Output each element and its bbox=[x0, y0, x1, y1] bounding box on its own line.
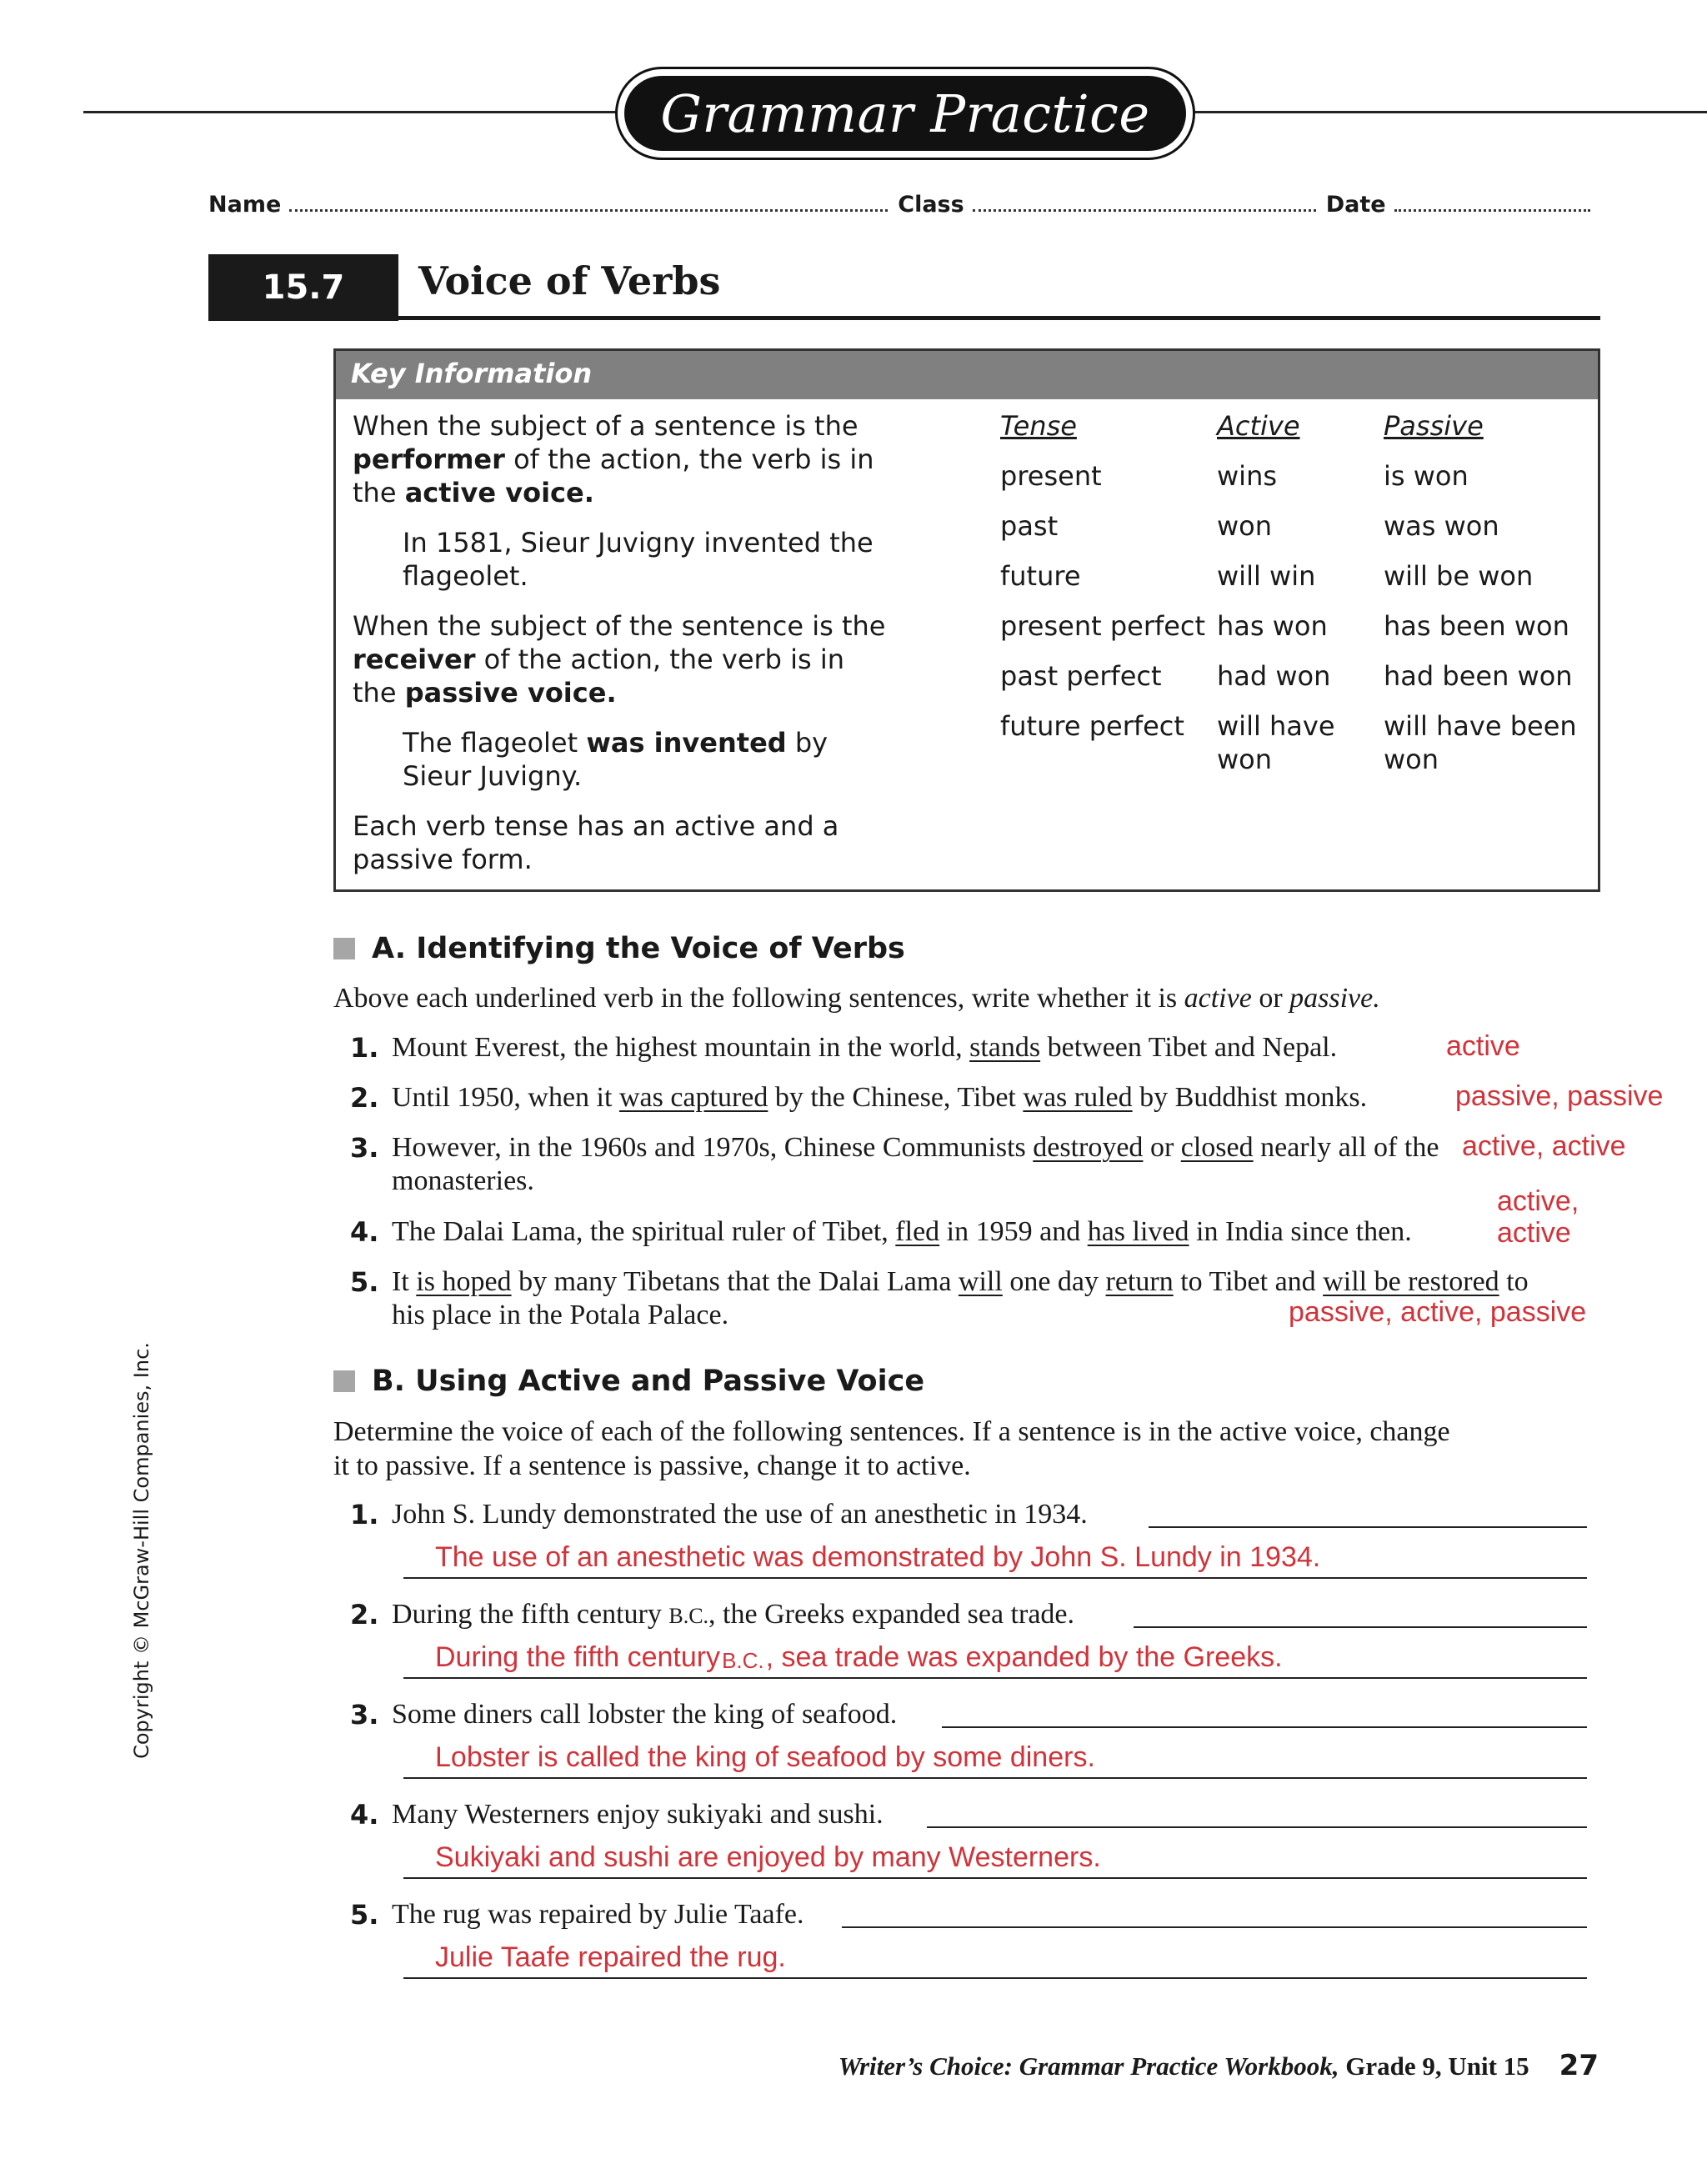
square-bullet-icon bbox=[333, 1370, 355, 1392]
key-example-1: In 1581, Sieur Juvigny invented the flageolet. bbox=[403, 527, 874, 592]
class-field[interactable] bbox=[973, 195, 1316, 212]
part-a-item-3: 3. However, in the 1960s and 1970s, Chinese Communists destroyed or closed nearly all of the monasteries. bbox=[350, 1132, 1439, 1196]
part-a-item-2: 2. Until 1950, when it was captured by the Chinese, Tibet was ruled by Buddhist monks. bbox=[350, 1082, 1368, 1114]
answer-b4[interactable]: Sukiyaki and sushi are enjoyed by many Westerners. bbox=[403, 1832, 1587, 1879]
answer-line bbox=[927, 1826, 1587, 1828]
answer-b1[interactable]: The use of an anesthetic was demonstrated by John S. Lundy in 1934. bbox=[403, 1532, 1587, 1579]
answer-a1: active bbox=[1446, 1030, 1520, 1062]
key-paragraph-2: When the subject of the sentence is the receiver of the action, the verb is in the passive voice. bbox=[353, 610, 886, 709]
key-information-text bbox=[353, 409, 886, 893]
part-a-instructions: Above each underlined verb in the following sentences, write whether it is active or passive. bbox=[333, 983, 1380, 1014]
name-field[interactable] bbox=[289, 195, 888, 212]
answer-line bbox=[942, 1726, 1587, 1728]
key-information-box bbox=[333, 348, 1600, 892]
table-row: future will win will be won bbox=[1000, 560, 1534, 592]
section-number: 15.7 bbox=[208, 254, 398, 321]
answer-b5[interactable]: Julie Taafe repaired the rug. bbox=[403, 1932, 1587, 1979]
name-class-date-row bbox=[208, 192, 1600, 225]
class-label: Class bbox=[898, 192, 964, 218]
answer-b3[interactable]: Lobster is called the king of seafood by some diners. bbox=[403, 1732, 1587, 1779]
part-b-item-5: 5. The rug was repaired by Julie Taafe. bbox=[350, 1899, 804, 1931]
part-b-instructions: Determine the voice of each of the following sentences. If a sentence is in the active voice, change it to passive. If a sentence is passive, change it to active. bbox=[333, 1416, 1450, 1481]
date-field[interactable] bbox=[1394, 195, 1590, 212]
date-label: Date bbox=[1325, 192, 1386, 218]
part-b-item-4: 4. Many Westerners enjoy sukiyaki and sushi. bbox=[350, 1799, 884, 1831]
part-b-item-2: 2. During the fifth century B.C., the Greeks expanded sea trade. bbox=[350, 1599, 1075, 1630]
answer-line bbox=[1149, 1526, 1587, 1528]
key-information-heading: Key Information bbox=[336, 351, 1598, 399]
answer-a3: active, active bbox=[1462, 1130, 1626, 1162]
table-row: past won was won bbox=[1000, 510, 1499, 542]
answer-a4: active, active bbox=[1497, 1185, 1579, 1249]
answer-a2: passive, passive bbox=[1455, 1080, 1664, 1112]
name-label: Name bbox=[208, 192, 282, 218]
copyright-notice: Copyright © McGraw-Hill Companies, Inc. bbox=[130, 1342, 153, 1759]
part-b-heading: B. Using Active and Passive Voice bbox=[333, 1365, 924, 1398]
tense-table bbox=[1000, 409, 1584, 793]
answer-b2[interactable]: During the fifth century B.C. , sea trade was expanded by the Greeks. bbox=[403, 1632, 1587, 1679]
page-number: 27 bbox=[1559, 2049, 1599, 2082]
part-a-item-5: 5. It is hoped by many Tibetans that the Dalai Lama will one day return to Tibet and will be restored to his place in the Potala Palace. bbox=[350, 1266, 1529, 1330]
part-b-item-3: 3. Some diners call lobster the king of seafood. bbox=[350, 1699, 898, 1731]
table-row: present perfect has won has been won bbox=[1000, 610, 1569, 642]
table-row: future perfect will have won will have been won bbox=[1000, 710, 1577, 775]
answer-a5: passive, active, passive bbox=[1289, 1296, 1587, 1328]
footer-grade: Grade 9, Unit 15 bbox=[1339, 2051, 1529, 2081]
table-row: present wins is won bbox=[1000, 460, 1469, 492]
key-example-2: The flageolet was invented by Sieur Juvigny. bbox=[403, 727, 828, 792]
part-a-item-4: 4. The Dalai Lama, the spiritual ruler of Tibet, fled in 1959 and has lived in India since then. bbox=[350, 1216, 1412, 1248]
answer-line bbox=[842, 1926, 1587, 1928]
title-banner bbox=[615, 67, 1195, 160]
key-paragraph-3: Each verb tense has an active and a passive form. bbox=[353, 810, 839, 875]
section-rule bbox=[398, 316, 1600, 320]
part-a-heading: A. Identifying the Voice of Verbs bbox=[333, 932, 905, 965]
footer bbox=[838, 2049, 1599, 2082]
page-title: Grammar Practice bbox=[660, 83, 1150, 144]
answer-line bbox=[1134, 1626, 1587, 1628]
section-title: Voice of Verbs bbox=[418, 258, 721, 303]
part-b-item-1: 1. John S. Lundy demonstrated the use of an anesthetic in 1934. bbox=[350, 1499, 1088, 1530]
footer-title: Writer’s Choice: Grammar Practice Workbook, bbox=[838, 2051, 1339, 2081]
part-a-item-1: 1. Mount Everest, the highest mountain in the world, stands between Tibet and Nepal. bbox=[350, 1032, 1338, 1064]
key-paragraph-1: When the subject of a sentence is the performer of the action, the verb is in the active voice. bbox=[353, 410, 874, 508]
table-row: past perfect had won had been won bbox=[1000, 660, 1573, 692]
square-bullet-icon bbox=[333, 938, 355, 959]
tense-table-header: Tense Active Passive bbox=[1000, 410, 1484, 442]
